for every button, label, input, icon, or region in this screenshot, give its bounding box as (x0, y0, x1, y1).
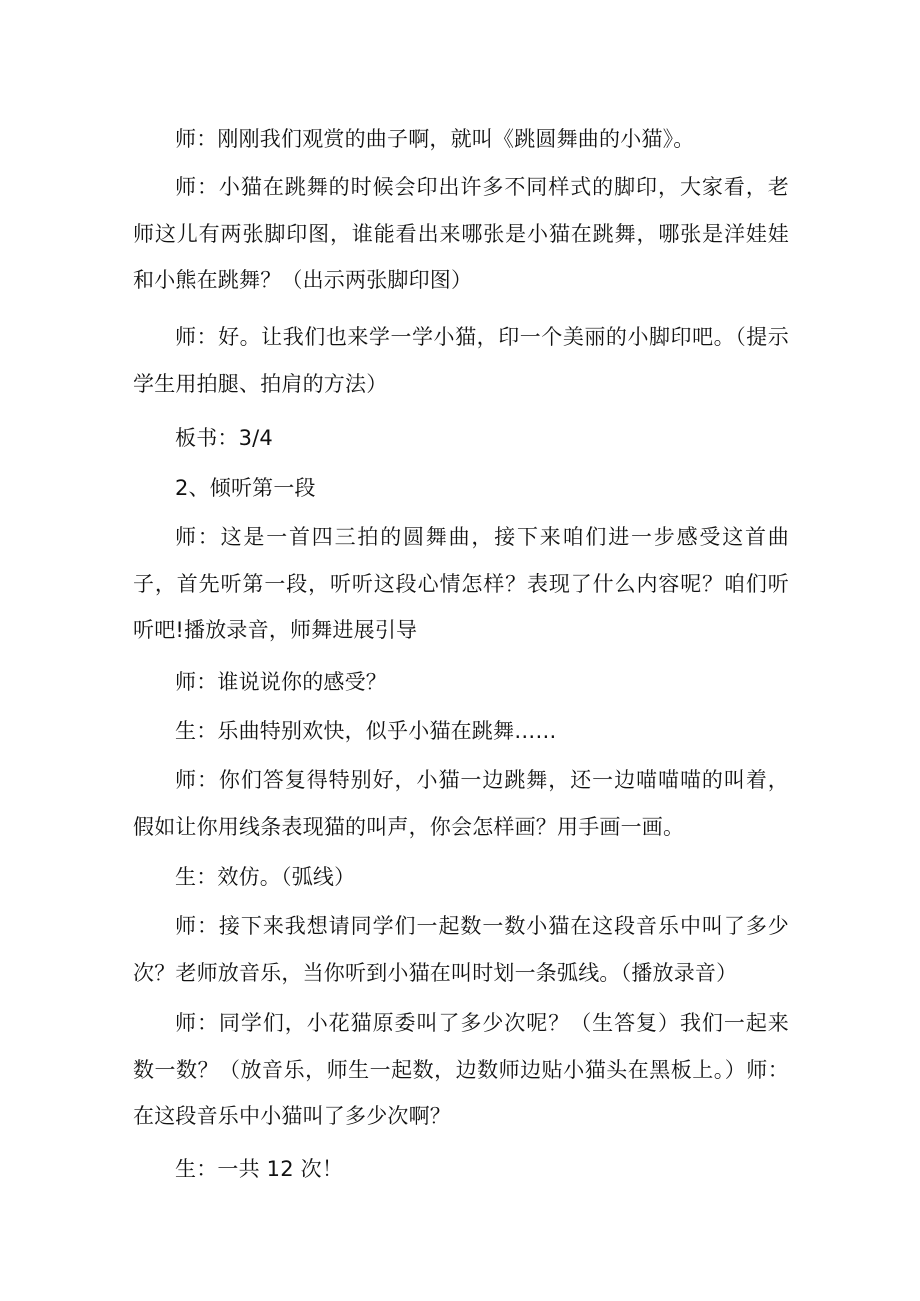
paragraph-13: 生：一共 12 次！ (175, 1157, 344, 1181)
paragraph-12: 师：同学们，小花猫原委叫了多少次呢？（生答复）我们一起来数一数？（放音乐，师生一起数，边数师边贴小猫头在黑板上。）师：在这段音乐中小猫叫了多少次啊？ (133, 1011, 789, 1128)
paragraph-3: 师：好。让我们也来学一学小猫，印一个美丽的小脚印吧。（提示学生用拍腿、拍肩的方法） (133, 325, 789, 396)
paragraph-1: 师：刚刚我们观赏的曲子啊，就叫《跳圆舞曲的小猫》。 (175, 127, 695, 151)
paragraph-7: 师：谁说说你的感受？ (175, 670, 387, 694)
paragraph-9: 师：你们答复得特别好，小猫一边跳舞，还一边喵喵喵的叫着，假如让你用线条表现猫的叫声，你会怎样画？用手画一画。 (133, 768, 789, 839)
paragraph-11: 师：接下来我想请同学们一起数一数小猫在这段音乐中叫了多少次？老师放音乐，当你听到小猫在叫时划一条弧线。（播放录音） (133, 914, 789, 985)
paragraph-2: 师：小猫在跳舞的时候会印出许多不同样式的脚印，大家看，老师这儿有两张脚印图，谁能看出来哪张是小猫在跳舞，哪张是洋娃娃和小熊在跳舞？（出示两张脚印图） (133, 175, 789, 292)
paragraph-6: 师：这是一首四三拍的圆舞曲，接下来咱们进一步感受这首曲子，首先听第一段，听听这段心情怎样？表现了什么内容呢？咱们听听吧!播放录音，师舞进展引导 (133, 525, 789, 642)
paragraph-4: 板书：3/4 (175, 426, 273, 450)
paragraph-5: 2、倾听第一段 (175, 476, 316, 500)
paragraph-8: 生：乐曲特别欢快，似乎小猫在跳舞…… (175, 719, 557, 743)
paragraph-10: 生：效仿。（弧线） (175, 865, 356, 889)
